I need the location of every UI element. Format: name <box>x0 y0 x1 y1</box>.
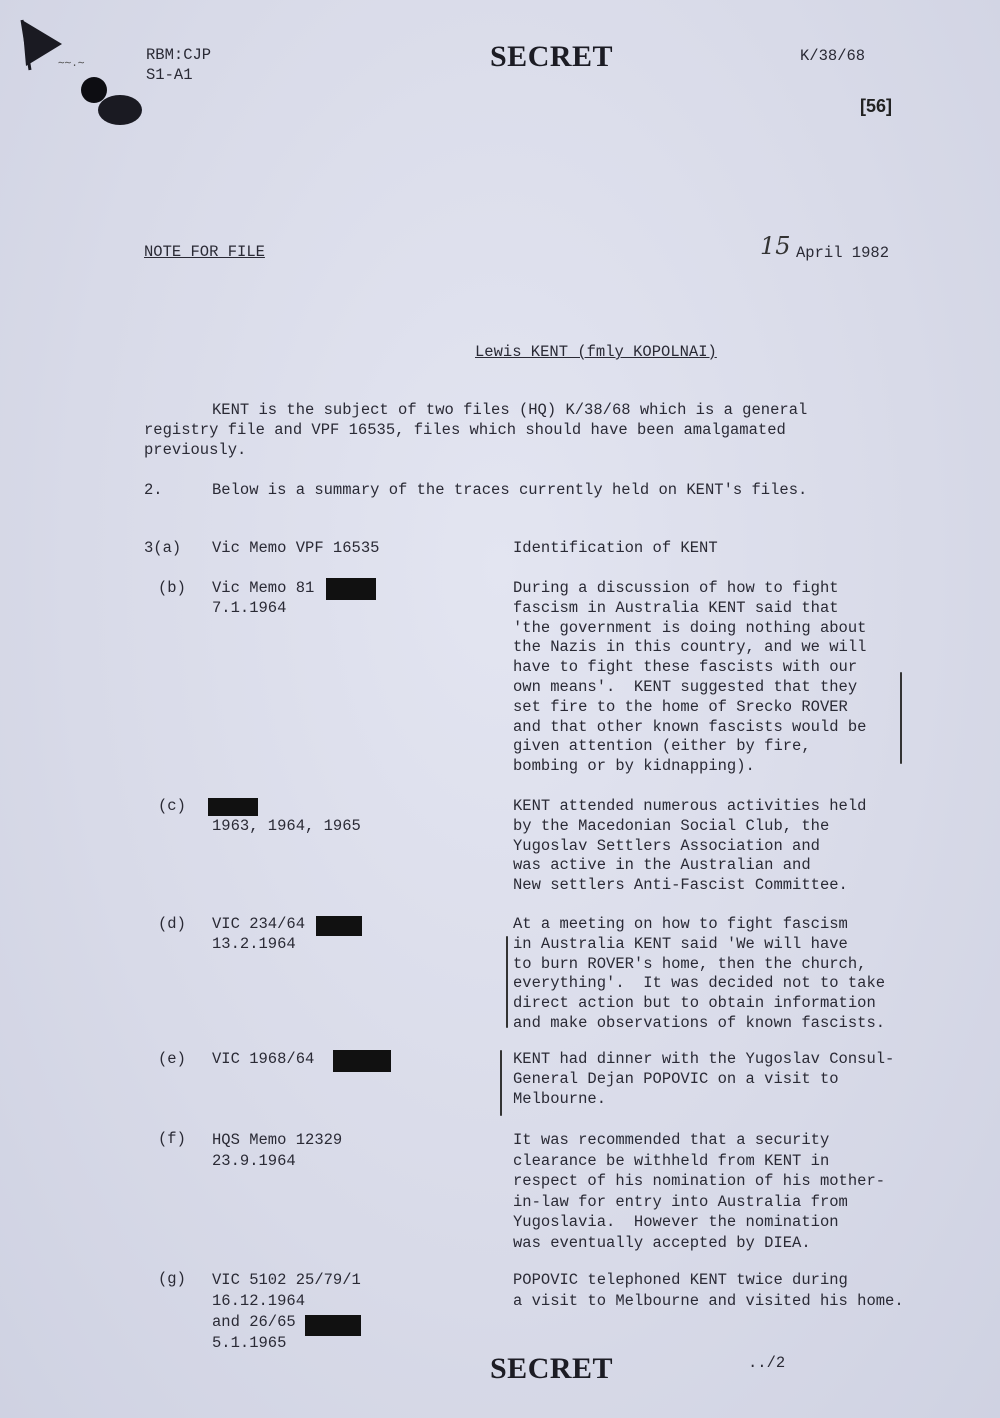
margin-mark <box>500 1050 502 1116</box>
entry-label: (b) <box>158 579 186 597</box>
punch-hole-icon <box>78 76 144 128</box>
folio-number: [56] <box>860 96 893 116</box>
entry-text: Identification of KENT <box>513 539 718 557</box>
ref-initials: RBM:CJP <box>146 46 212 64</box>
note-label: NOTE FOR FILE <box>144 243 265 261</box>
redaction-bar <box>333 1050 391 1072</box>
entry-ref: Vic Memo 81 7.1.1964 <box>212 579 315 617</box>
margin-mark <box>506 936 508 1028</box>
entry-text: It was recommended that a security clearance be withheld from KENT in respect of his nomination of his mother- in-law for entry into Australia from Yugoslavia. However the nomination was eventually accepted by DIEA. <box>513 1131 886 1252</box>
entry-text: POPOVIC telephoned KENT twice during a visit to Melbourne and visited his home. <box>513 1271 904 1310</box>
classification-bottom: SECRET <box>490 1352 614 1385</box>
ref-section: S1-A1 <box>146 66 193 84</box>
entry-ref: HQS Memo 12329 23.9.1964 <box>212 1131 343 1170</box>
date-handwritten-day: 15 <box>760 232 791 260</box>
entry-label: (d) <box>158 915 186 933</box>
margin-mark <box>900 672 902 764</box>
entry-ref: 1963, 1964, 1965 <box>212 816 361 835</box>
entry-ref: Vic Memo VPF 16535 <box>212 539 380 557</box>
continuation-marker: ../2 <box>748 1354 786 1372</box>
entry-ref: VIC 234/64 13.2.1964 <box>212 915 306 953</box>
entry-text: KENT had dinner with the Yugoslav Consul- General Dejan POPOVIC on a visit to Melbourne. <box>513 1050 895 1108</box>
redaction-bar <box>316 916 362 936</box>
paragraph-1: KENT is the subject of two files (HQ) K/38/68 which is a general registry file and VPF 16535, files which should have been amalgamated previously. <box>144 401 808 459</box>
classification-top: SECRET <box>490 40 614 73</box>
entry-text: At a meeting on how to fight fascism in Australia KENT said 'We will have to burn ROVER's home, then the church, everything'. It was decided not to take direct action but to obtain information and make observations of known fascists. <box>513 915 886 1032</box>
date-typed: April 1982 <box>796 244 890 262</box>
entry-label: (f) <box>158 1130 186 1148</box>
file-ref: K/38/68 <box>800 47 866 65</box>
entry-label: (e) <box>158 1050 186 1068</box>
paragraph-2-number: 2. <box>144 481 163 499</box>
entry-ref: VIC 5102 25/79/1 16.12.1964 and 26/65 5.1.1965 <box>212 1271 361 1352</box>
entry-text: KENT attended numerous activities held by the Macedonian Social Club, the Yugoslav Settlers Association and was active in the Australian and New settlers Anti-Fascist Committee. <box>513 797 867 895</box>
entry-label: (g) <box>158 1270 186 1288</box>
entry-ref: VIC 1968/64 <box>212 1050 315 1068</box>
paragraph-2: Below is a summary of the traces currently held on KENT's files. <box>212 481 808 499</box>
handwritten-scrawl: ∼∼.∼ <box>58 58 85 70</box>
entry-label: (c) <box>158 797 186 815</box>
entry-label: 3(a) <box>144 539 182 557</box>
redaction-bar <box>305 1315 361 1336</box>
entry-text: During a discussion of how to fight fascism in Australia KENT said that 'the government is doing nothing about the Nazis in this country, and we will have to fight these fascists with our own means'. KENT suggested that they set fire to the home of Srecko ROVER and that other known fascists would be given attention (either by fire, bombing or by kidnapping). <box>513 579 867 776</box>
redaction-bar <box>326 578 376 600</box>
subject-title: Lewis KENT (fmly KOPOLNAI) <box>475 343 717 361</box>
